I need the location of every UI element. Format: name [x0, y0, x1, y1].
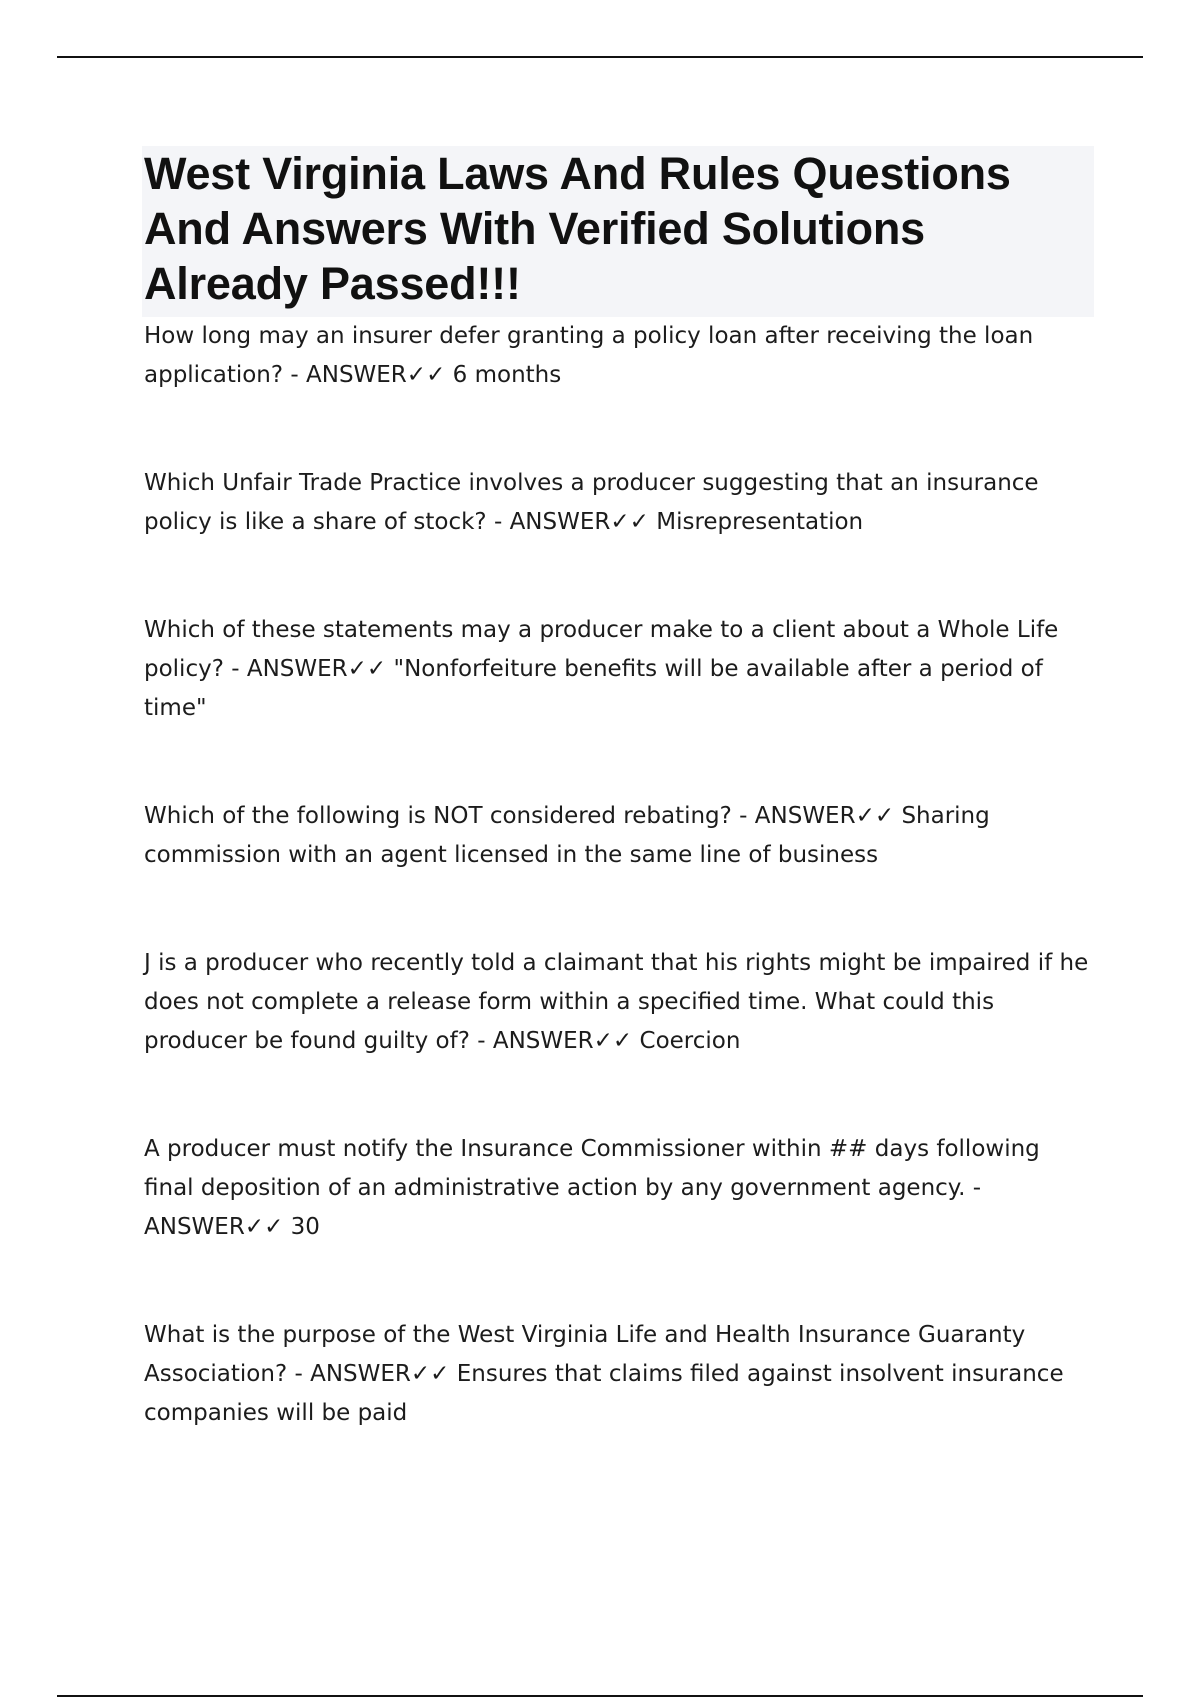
qa-item: [144, 944, 1094, 1061]
question-text: J is a producer who recently told a claimant that his rights might be impaired if he does not complete a release form within a specified time. What could this producer be found guilty of?: [144, 950, 1089, 1054]
answer-text: "Nonforfeiture benefits will be available after a period of time": [144, 656, 1043, 721]
answer-marker: - ANSWER✓✓: [144, 1175, 982, 1240]
answer-text: 30: [290, 1214, 320, 1240]
question-text: Which of the following is NOT considered rebating?: [144, 803, 732, 829]
qa-item: [144, 317, 1094, 395]
answer-text: Misrepresentation: [656, 509, 864, 535]
qa-item: [144, 797, 1094, 875]
top-divider: [57, 56, 1143, 58]
title-block: [142, 146, 1094, 317]
document-title: West Virginia Laws And Rules Questions And Answers With Verified Solutions Already Passed!!!: [144, 148, 1011, 309]
answer-text: Sharing commission with an agent licensed in the same line of business: [144, 803, 990, 868]
answer-marker: - ANSWER✓✓: [731, 803, 902, 829]
question-text: Which of these statements may a producer make to a client about a Whole Life policy?: [144, 617, 1059, 682]
qa-item: [144, 464, 1094, 542]
qa-list: [144, 317, 1094, 1433]
qa-item: [144, 1316, 1094, 1433]
answer-text: 6 months: [452, 362, 562, 388]
answer-marker: - ANSWER✓✓: [469, 1028, 640, 1054]
answer-marker: - ANSWER✓✓: [223, 656, 394, 682]
question-text: What is the purpose of the West Virginia Life and Health Insurance Guaranty Association?: [144, 1322, 1026, 1387]
answer-text: Ensures that claims filed against insolvent insurance companies will be paid: [144, 1361, 1064, 1426]
document-body: [144, 146, 1094, 1433]
answer-marker: - ANSWER✓✓: [283, 362, 453, 388]
question-text: A producer must notify the Insurance Commissioner within ## days following final deposition of an administrative action by any government agency.: [144, 1136, 1040, 1201]
qa-item: [144, 611, 1094, 728]
answer-marker: - ANSWER✓✓: [486, 509, 657, 535]
answer-marker: - ANSWER✓✓: [287, 1361, 457, 1387]
answer-text: Coercion: [639, 1028, 741, 1054]
qa-item: [144, 1130, 1094, 1247]
question-text: How long may an insurer defer granting a policy loan after receiving the loan application?: [144, 323, 1034, 388]
bottom-divider: [57, 1695, 1143, 1697]
question-text: Which Unfair Trade Practice involves a producer suggesting that an insurance policy is like a share of stock?: [144, 470, 1039, 535]
